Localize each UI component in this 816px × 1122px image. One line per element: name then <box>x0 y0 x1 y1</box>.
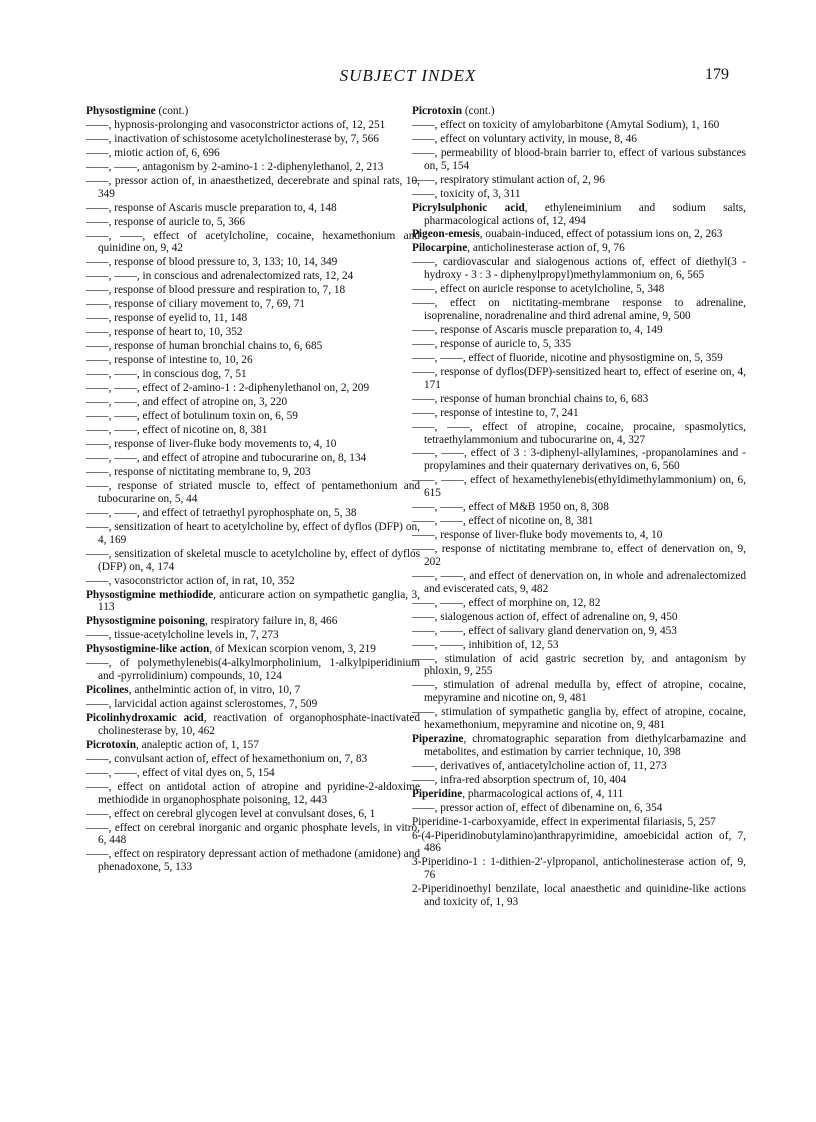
index-text: ——, response of blood pressure and respiration to, 7, 18 <box>86 284 346 297</box>
index-text: 3-Piperidino-1 : 1-dithien-2′-ylpropanol, anticholinesterase action of, 9, 76 <box>412 856 746 882</box>
index-entry <box>86 822 420 848</box>
index-entry <box>412 625 746 638</box>
index-text: ——, ——, antagonism by 2-amino-1 : 2-diphenylethanol, 2, 213 <box>86 160 384 173</box>
index-text: ——, response of dyflos(DFP)-sensitized heart to, effect of eserine on, 4, 171 <box>412 365 746 391</box>
index-text: ——, pressor action of, effect of dibenamine on, 6, 354 <box>412 801 663 814</box>
index-text: ——, infra-red absorption spectrum of, 10, 404 <box>412 773 627 786</box>
index-text: ——, effect on cerebral glycogen level at convulsant doses, 6, 1 <box>86 807 376 820</box>
index-text: ——, response of auricle to, 5, 366 <box>86 215 246 228</box>
index-entry <box>412 733 746 759</box>
index-entry <box>86 438 420 451</box>
index-heading: Physostigmine poisoning <box>86 615 205 628</box>
index-entry <box>412 228 746 241</box>
index-text: 2-Piperidinoethyl benzilate, local anaesthetic and quinidine-like actions and toxicity of, 1, 93 <box>412 883 746 908</box>
index-text: ——, ——, effect of hexamethylenebis(ethyldimethylammonium) on, 6, 615 <box>412 474 746 500</box>
index-entry <box>86 452 420 465</box>
index-text: ——, effect on respiratory depressant action of methadone (amidone) and phenadoxone, 5, 133 <box>86 848 420 874</box>
index-text: ——, response of auricle to, 5, 335 <box>412 337 572 350</box>
index-text: ——, ——, effect of nicotine on, 8, 381 <box>86 424 268 437</box>
index-entry <box>86 575 420 588</box>
index-entry <box>412 366 746 392</box>
index-entry <box>86 480 420 506</box>
index-column-right <box>412 105 746 910</box>
index-entry <box>86 629 420 642</box>
index-text: , anticurare action on sympathetic ganglia, 3, 113 <box>98 588 420 614</box>
index-text: , of Mexican scorpion venom, 3, 219 <box>209 643 376 656</box>
index-text: ——, derivatives of, antiacetylcholine action of, 11, 273 <box>412 759 667 772</box>
index-text: ——, effect on antidotal action of atropine and pyridine-2-aldoxime methiodide in organophosphate poisoning, 12, 443 <box>86 780 420 806</box>
index-text: ——, respiratory stimulant action of, 2, 96 <box>412 173 605 186</box>
index-entry <box>86 340 420 353</box>
index-text: ——, ——, effect of salivary gland denervation on, 9, 453 <box>412 624 677 637</box>
index-text: ——, convulsant action of, effect of hexamethonium on, 7, 83 <box>86 752 368 765</box>
index-entry <box>86 230 420 256</box>
index-entry <box>412 653 746 679</box>
index-entry <box>412 447 746 473</box>
index-entry <box>86 354 420 367</box>
index-text: ——, response of nictitating membrane to, effect of denervation on, 9, 202 <box>412 543 746 568</box>
index-entry <box>86 368 420 381</box>
index-heading: Physostigmine-like action <box>86 643 210 656</box>
index-text: ——, ——, effect of atropine, cocaine, procaine, spasmolytics, tetraethylammonium and tubocurarine on, 4, 327 <box>412 420 746 446</box>
index-entry <box>412 188 746 201</box>
index-text: ——, effect on voluntary activity, in mouse, 8, 46 <box>412 132 637 145</box>
page-header <box>0 66 816 90</box>
index-entry <box>86 298 420 311</box>
index-entry <box>86 175 420 201</box>
index-text: ——, toxicity of, 3, 311 <box>412 187 521 200</box>
index-entry <box>86 105 420 118</box>
index-entry <box>412 788 746 801</box>
index-entry <box>412 242 746 255</box>
index-text: ——, ——, effect of M&B 1950 on, 8, 308 <box>412 501 609 514</box>
index-entry <box>412 830 746 856</box>
index-entry <box>86 284 420 297</box>
index-entry <box>86 739 420 752</box>
index-entry <box>86 147 420 160</box>
index-heading: Pilocarpine <box>412 242 468 255</box>
index-text: , anticholinesterase action of, 9, 76 <box>467 242 625 255</box>
index-text: ——, sialogenous action of, effect of adrenaline on, 9, 450 <box>412 610 678 623</box>
index-entry <box>86 326 420 339</box>
index-entry <box>86 216 420 229</box>
index-text: ——, ——, effect of morphine on, 12, 82 <box>412 596 601 609</box>
index-entry <box>86 424 420 437</box>
index-entry <box>86 396 420 409</box>
index-text: ——, ——, and effect of atropine and tubocurarine on, 8, 134 <box>86 452 367 465</box>
index-entry <box>412 119 746 132</box>
index-entry <box>412 393 746 406</box>
index-entry <box>86 202 420 215</box>
index-text: ——, ——, and effect of atropine on, 3, 220 <box>86 396 288 409</box>
index-text: ——, sensitization of heart to acetylcholine by, effect of dyflos (DFP) on, 4, 169 <box>86 520 420 546</box>
index-heading: Pigeon-emesis <box>412 228 480 241</box>
index-text: ——, response of eyelid to, 11, 148 <box>86 312 248 325</box>
index-text: ——, ——, effect of acetylcholine, cocaine, hexamethonium and quinidine on, 9, 42 <box>86 229 420 255</box>
index-text: ——, response of human bronchial chains to, 6, 683 <box>412 392 649 405</box>
index-entry <box>412 147 746 173</box>
index-text: ——, ——, effect of vital dyes on, 5, 154 <box>86 766 275 779</box>
index-entry <box>86 753 420 766</box>
index-entry <box>412 802 746 815</box>
index-heading: Physostigmine <box>86 105 156 117</box>
index-entry <box>86 698 420 711</box>
index-entry <box>86 712 420 738</box>
index-entry <box>412 883 746 909</box>
index-entry <box>86 548 420 574</box>
index-text: ——, response of nictitating membrane to, 9, 203 <box>86 466 311 479</box>
index-entry <box>86 684 420 697</box>
index-text: , ethyleneiminium and sodium salts, pharmacological actions of, 12, 494 <box>424 201 746 227</box>
index-entry <box>412 515 746 528</box>
index-text: , analeptic action of, 1, 157 <box>136 738 259 751</box>
page-number: 179 <box>705 66 729 83</box>
index-entry <box>412 639 746 652</box>
index-text: ——, ——, effect of nicotine on, 8, 381 <box>412 515 594 528</box>
index-text: ——, response of ciliary movement to, 7, 69, 71 <box>86 298 305 311</box>
index-heading: Picrotoxin <box>86 738 136 751</box>
index-text: ——, tissue-acetylcholine levels in, 7, 273 <box>86 629 279 642</box>
index-text: ——, ——, inhibition of, 12, 53 <box>412 638 559 651</box>
index-entry <box>86 848 420 874</box>
index-text: ——, miotic action of, 6, 696 <box>86 146 220 159</box>
index-heading: Picrylsulphonic acid <box>412 201 525 214</box>
index-text: Piperidine-1-carboxyamide, effect in experimental filariasis, 5, 257 <box>412 815 716 828</box>
index-entry <box>412 407 746 420</box>
index-text: ——, response of heart to, 10, 352 <box>86 326 243 339</box>
index-entry <box>412 133 746 146</box>
index-entry <box>86 507 420 520</box>
index-entry <box>86 466 420 479</box>
index-entry <box>412 352 746 365</box>
index-text: ——, response of human bronchial chains to, 6, 685 <box>86 340 323 353</box>
index-entry <box>412 202 746 228</box>
index-entry <box>86 657 420 683</box>
index-text: ——, cardiovascular and sialogenous actions of, effect of diethyl(3 - hydroxy - 3 : 3 - diphenylpropyl)methylammonium on, 6, 565 <box>412 256 746 282</box>
index-heading: Picolines <box>86 684 129 697</box>
index-text: ——, response of intestine to, 10, 26 <box>86 354 253 367</box>
index-entry <box>412 174 746 187</box>
index-entry <box>86 133 420 146</box>
index-heading: Picolinhydroxamic acid <box>86 712 204 724</box>
index-text: ——, stimulation of acid gastric secretion by, and antagonism by phloxin, 9, 255 <box>412 652 746 678</box>
index-text: ——, ——, effect of 3 : 3-diphenyl-allylamines, -propanolamines and -propylamines and their quaternary derivatives on, 6, 560 <box>412 447 746 473</box>
index-heading: Picrotoxin <box>412 105 462 117</box>
index-text: ——, stimulation of sympathetic ganglia by, effect of atropine, cocaine, hexamethonium, mepyramine and nicotine on, 9, 481 <box>412 706 746 731</box>
index-entry <box>86 615 420 628</box>
index-text: ——, effect on nictitating-membrane response to adrenaline, isoprenaline, noradrenaline and third adrenal amine, 9, 500 <box>412 297 746 323</box>
index-entry <box>412 597 746 610</box>
index-entry <box>86 382 420 395</box>
index-text: ——, response of intestine to, 7, 241 <box>412 406 579 419</box>
index-entry <box>86 410 420 423</box>
index-entry <box>86 643 420 656</box>
index-entry <box>412 611 746 624</box>
index-entry <box>86 781 420 807</box>
index-entry <box>412 474 746 500</box>
index-entry <box>412 421 746 447</box>
index-text: ——, of polymethylenebis(4-alkylmorpholinium, 1-alkylpiperidinium and -pyrrolidinium) compounds, 10, 124 <box>86 657 420 683</box>
index-text: 6-(4-Piperidinobutylamino)anthrapyrimidine, amoebicidal action of, 7, 486 <box>412 829 746 855</box>
index-text: ——, response of Ascaris muscle preparation to, 4, 149 <box>412 324 663 336</box>
index-text: ——, permeability of blood-brain barrier to, effect of various substances on, 5, 154 <box>412 146 746 172</box>
index-text: ——, effect on cerebral inorganic and organic phosphate levels, in vitro, 6, 448 <box>86 821 420 847</box>
index-text: , ouabain-induced, effect of potassium ions on, 2, 263 <box>479 228 723 241</box>
index-entry <box>412 570 746 596</box>
index-entry <box>412 760 746 773</box>
index-column-left <box>86 105 420 875</box>
index-text: ——, larvicidal action against sclerostomes, 7, 509 <box>86 698 318 711</box>
index-text: (cont.) <box>462 105 495 117</box>
index-entry <box>412 501 746 514</box>
index-text: ——, sensitization of skeletal muscle to acetylcholine by, effect of dyflos (DFP) on, 4, 174 <box>86 547 420 573</box>
index-text: ——, pressor action of, in anaesthetized, decerebrate and spinal rats, 10, 349 <box>86 174 420 200</box>
index-text: ——, ——, in conscious and adrenalectomized rats, 12, 24 <box>86 270 354 283</box>
index-entry <box>412 816 746 829</box>
index-text: , anthelmintic action of, in vitro, 10, 7 <box>128 684 301 697</box>
index-entry <box>86 119 420 132</box>
index-entry <box>412 297 746 323</box>
index-text: , reactivation of organophosphate-inactivated cholinesterase by, 10, 462 <box>98 712 420 737</box>
index-entry <box>412 543 746 569</box>
index-text: ——, response of liver-fluke body movements to, 4, 10 <box>86 438 337 451</box>
index-entry <box>86 161 420 174</box>
index-text: ——, response of liver-fluke body movements to, 4, 10 <box>412 529 663 542</box>
index-entry <box>412 256 746 282</box>
index-text: ——, stimulation of adrenal medulla by, effect of atropine, cocaine, mepyramine and nicotine on, 9, 481 <box>412 679 746 705</box>
index-entry <box>86 256 420 269</box>
index-text: ——, ——, effect of botulinum toxin on, 6, 59 <box>86 410 298 423</box>
index-text: ——, hypnosis-prolonging and vasoconstrictor actions of, 12, 251 <box>86 118 386 131</box>
index-entry <box>86 589 420 615</box>
index-text: ——, response of striated muscle to, effect of pentamethonium and tubocurarine on, 5, 44 <box>86 480 420 505</box>
index-entry <box>412 529 746 542</box>
index-text: ——, ——, effect of 2-amino-1 : 2-diphenylethanol on, 2, 209 <box>86 382 370 395</box>
index-text: ——, response of blood pressure to, 3, 133; 10, 14, 349 <box>86 256 338 269</box>
index-text: ——, ——, effect of fluoride, nicotine and physostigmine on, 5, 359 <box>412 351 723 364</box>
index-heading: Piperazine <box>412 732 464 745</box>
index-entry <box>86 521 420 547</box>
index-heading: Physostigmine methiodide <box>86 588 214 601</box>
index-heading: Piperidine <box>412 787 463 800</box>
index-text: , chromatographic separation from diethylcarbamazine and metabolites, and estimation by carrier technique, 10, 398 <box>424 732 746 758</box>
index-text: ——, ——, in conscious dog, 7, 51 <box>86 368 247 381</box>
index-entry <box>86 270 420 283</box>
index-text: , pharmacological actions of, 4, 111 <box>462 787 624 800</box>
index-text: ——, response of Ascaris muscle preparation to, 4, 148 <box>86 201 337 214</box>
index-text: ——, ——, and effect of denervation on, in whole and adrenalectomized and eviscerated cats, 9, 482 <box>412 569 746 595</box>
index-text: ——, ——, and effect of tetraethyl pyrophosphate on, 5, 38 <box>86 506 357 519</box>
index-entry <box>412 105 746 118</box>
index-text: ——, effect on toxicity of amylobarbitone (Amytal Sodium), 1, 160 <box>412 118 720 131</box>
index-entry <box>412 324 746 337</box>
index-text: ——, vasoconstrictor action of, in rat, 10, 352 <box>86 574 295 587</box>
page-title: SUBJECT INDEX <box>339 66 477 85</box>
index-entry <box>412 338 746 351</box>
index-text: ——, effect on auricle response to acetylcholine, 5, 348 <box>412 283 665 296</box>
index-entry <box>412 283 746 296</box>
index-entry <box>86 312 420 325</box>
index-entry <box>412 774 746 787</box>
index-entry <box>412 706 746 732</box>
index-text: ——, inactivation of schistosome acetylcholinesterase by, 7, 566 <box>86 132 379 145</box>
index-entry <box>412 679 746 705</box>
index-entry <box>412 856 746 882</box>
index-text: , respiratory failure in, 8, 466 <box>204 615 338 628</box>
index-entry <box>86 767 420 780</box>
index-text: (cont.) <box>155 105 189 117</box>
index-entry <box>86 808 420 821</box>
